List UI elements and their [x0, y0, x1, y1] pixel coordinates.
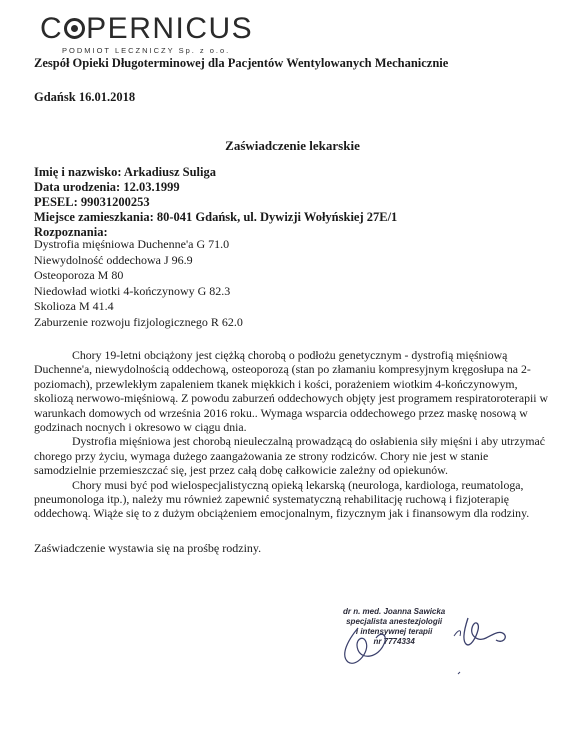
body-paragraph: Chory musi być pod wielospecjalistyczną opieką lekarską (neurologa, kardiologa, reumatologa, pneumonologa itp.), należy mu również zapewnić systematyczną rehabilitację ruchową i fizjoterapię oddechową. Wiąże się to z dużym obciążeniem emocjonalnym, fizycznym jak i finansowym dla rodziny. — [34, 477, 530, 521]
logo-o-ring-icon — [64, 18, 85, 39]
closing-statement: Zaświadczenie wystawia się na prośbę rodziny. — [34, 541, 262, 555]
body-paragraph: Dystrofia mięśniowa jest chorobą nieuleczalną prowadzącą do osłabienia siły mięśni i aby utrzymać chorego przy życiu, wymaga dużego zaangażowania ze strony rodziców. Chory nie jest w stanie samodzielnie przemieszczać się, jest przez całą dobę całkowicie zależny od opiekunów. — [34, 434, 546, 478]
stamp-doctor-name: dr n. med. Joanna Sawicka — [343, 607, 446, 616]
patient-dob: Data urodzenia: 12.03.1999 — [34, 180, 180, 194]
stamp-license-number: nr 7774334 — [373, 637, 415, 646]
diagnosis-item: Dystrofia mięśniowa Duchenne'a G 71.0 — [34, 237, 230, 251]
signature-stroke — [464, 618, 505, 645]
logo-subtitle: PODMIOT LECZNICZY Sp. z o.o. — [62, 46, 231, 55]
diagnosis-list — [34, 237, 243, 330]
patient-pesel: PESEL: 99031200253 — [34, 195, 150, 209]
signature-stroke — [454, 631, 461, 636]
stamp-specialty: specjalista anestezjologii — [346, 617, 443, 626]
patient-name: Imię i nazwisko: Arkadiusz Suliga — [34, 165, 216, 179]
patient-address: Miejsce zamieszkania: 80-041 Gdańsk, ul. Dywizji Wołyńskiej 27E/1 — [34, 210, 398, 224]
signature-stroke — [345, 628, 386, 663]
diagnosis-item: Niewydolność oddechowa J 96.9 — [34, 252, 193, 267]
copernicus-logo — [40, 12, 254, 55]
logo-letter-c: C — [40, 12, 64, 45]
diagnosis-label: Rozpoznania: — [34, 225, 108, 239]
document-title: Zaświadczenie lekarskie — [225, 138, 360, 153]
handwritten-signature — [318, 600, 528, 680]
logo-letters-rest: PERNICUS — [86, 12, 254, 45]
body-paragraph: Chory 19-letni obciążony jest ciężką chorobą o podłożu genetycznym - dystrofią mięśniową Duchenne'a, niewydolnością oddechową, osteoporozą (stan po złamaniu kompresyjnym kręgosłupa na 2-poziomach), przewlekłym zapaleniem tkanek miękkich i kości, porażeniem wiotkim 4-kończynowym, skoliozą nerwowo-mięśniową. Z powodu zaburzeń oddechowych objęty jest programem respiratoroterapii w warunkach domowych od września 2016 roku.. Wymaga wsparcia oddechowego przez maskę nosową w godzinach nocnych i okresowo w ciągu dnia. — [34, 348, 548, 435]
stamp-specialty-2: i intensywnej terapii — [355, 627, 433, 636]
signature-stroke — [458, 672, 460, 674]
logo-wordmark — [40, 12, 254, 45]
unit-name: Zespół Opieki Długoterminowej dla Pacjentów Wentylowanych Mechanicznie — [34, 56, 449, 70]
diagnosis-item: Skolioza M 41.4 — [34, 299, 114, 313]
diagnosis-item: Zaburzenie rozwoju fizjologicznego R 62.0 — [34, 314, 243, 329]
diagnosis-item: Osteoporoza M 80 — [34, 268, 124, 282]
certificate-body — [34, 348, 550, 521]
patient-info — [34, 165, 397, 240]
diagnosis-item: Niedowład wiotki 4-kończynowy G 82.3 — [34, 283, 231, 298]
place-date: Gdańsk 16.01.2018 — [34, 90, 136, 104]
